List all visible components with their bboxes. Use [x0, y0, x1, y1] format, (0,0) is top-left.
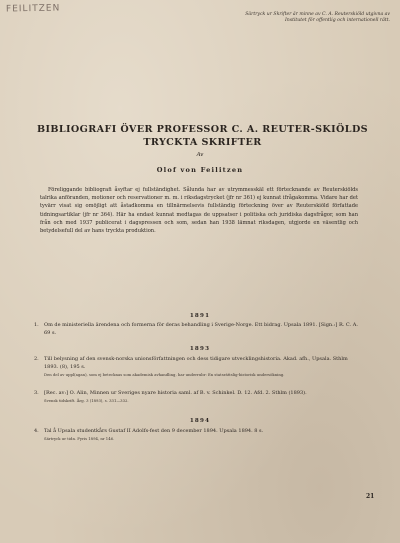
offprint-note: Särtryck ur Skrifter är minne av C. A. Reuterskiöld utgivna av Institutet för offentlig och internationell rätt. — [245, 12, 390, 23]
entry-number: 1. — [34, 322, 39, 328]
intro-paragraph: Föreliggande bibliografi åsyftar ej fullständighet. Sålunda har av utrymmesskäl ett förtecknande av Reuterskiölds talrika anföranden, motioner och reservationer m. m. i riksdagstrycket (jfr nr 361) ej kunnat ifrågakomma. Vidare har det tyvärr visat sig omöjligt att åstadkomma en tillnärmelsevis fullständig förteckning över av Reuterskiöld författade tidningsartiklar (jfr nr 364). Här ha endast kunnat medtagas de uppsatser i politiska och juridiska dagsfrågor, som han från och med 1937 publicerat i dagspressen och som, sedan han 1938 lämnat riksdagen, utgjorde en väsentlig och betydelsefull del av hans tryckta produktion. — [40, 187, 358, 235]
year-heading-1894: 1894 — [189, 418, 211, 424]
entry-text: Om de ministeriella ärendena och formerna för deras behandling i Sverige-Norge. Ett bidrag. Upsala 1891. [Sign.:] R. C. A. 69 s. — [44, 322, 358, 336]
entry-text: Till belysning af den svensk-norska unionsförfattningen och dess tidigare utvecklingshistoria. Akad. afh., Upsala. Sthlm 1893. (8), 195 s. — [44, 356, 348, 370]
entry-note: Den del av uppl(agan), som ej betecknas som akademisk avhandling, har underrubr: En statsrättslig-historisk undersökning. — [44, 371, 285, 377]
year-heading-1893: 1893 — [189, 346, 211, 352]
byline-label: Av — [196, 152, 204, 158]
entry-note: Svensk tidskrift. Årg. 3 (1893), s. 331—332. — [44, 397, 129, 403]
entry-number: 2. — [34, 356, 39, 362]
document-title: BIBLIOGRAFI ÖVER PROFESSOR C. A. REUTER-SKIÖLDS TRYCKTA SKRIFTER — [36, 124, 369, 148]
bibliography-entry-2 — [34, 356, 360, 377]
bibliography-entry-3 — [34, 390, 360, 403]
entry-text: Tal å Upsala studentkårs Gustaf II Adolfs-fest den 9 december 1894. Upsala 1894. 8 s. — [44, 428, 264, 434]
author-name: Olof von Feilitzen — [156, 166, 244, 174]
entry-text: [Rec. av:] O. Alin, Minnen ur Sveriges nyare historia saml. af B. v. Schinkel. D. 12. Afd. 2. Sthlm (1893). — [44, 390, 307, 396]
entry-number: 4. — [34, 428, 39, 434]
bibliography-entry-4 — [34, 428, 360, 441]
handwritten-annotation: FEILITZEN — [5, 3, 61, 15]
bibliography-entry-1 — [34, 322, 360, 338]
entry-note: Särtryck ur tidn. Fyris 1894, nr 146. — [44, 435, 115, 441]
page-number: 21 — [366, 493, 375, 500]
entry-number: 3. — [34, 390, 39, 396]
year-heading-1891: 1891 — [189, 313, 211, 319]
